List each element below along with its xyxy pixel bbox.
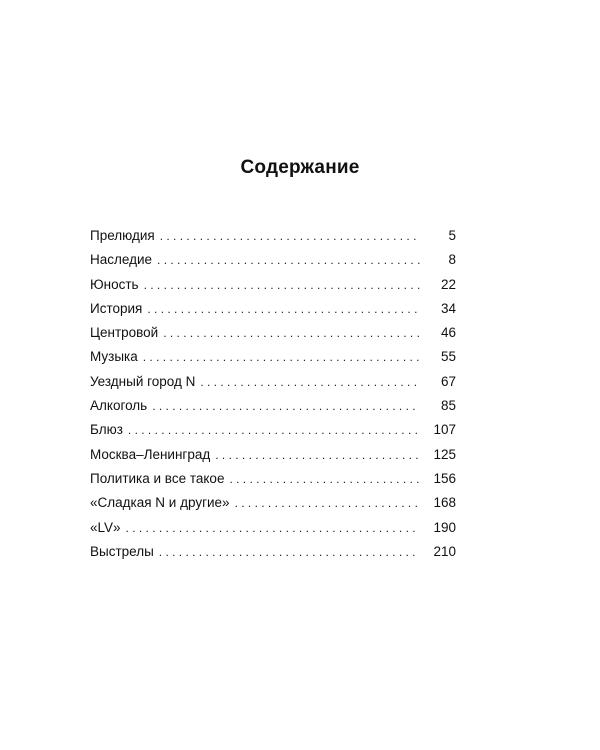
- toc-entry: [90, 394, 456, 418]
- toc-entry-title: Выстрелы: [90, 543, 154, 559]
- toc-entry-page: 5: [448, 228, 456, 243]
- dot-leader: [144, 297, 420, 321]
- dot-leader: [141, 273, 420, 297]
- dot-leader: [149, 394, 420, 418]
- toc-entry-title: «Сладкая N и другие»: [90, 495, 230, 511]
- dot-leader: [157, 224, 420, 248]
- table-of-contents: [90, 224, 456, 564]
- toc-entry-page: 46: [440, 325, 456, 341]
- toc-entry-page: 55: [440, 349, 456, 365]
- toc-entry: [90, 516, 456, 540]
- toc-entry: [90, 224, 456, 248]
- dot-leader: [226, 467, 420, 491]
- toc-entry-page: 190: [433, 519, 456, 535]
- toc-entry-page: 168: [433, 495, 456, 511]
- toc-entry-page: 8: [448, 252, 456, 268]
- toc-entry-title: «LV»: [90, 519, 121, 535]
- toc-entry: [90, 297, 456, 321]
- toc-entry-page: 156: [433, 470, 456, 486]
- dot-leader: [232, 491, 420, 515]
- toc-entry-title: Юность: [90, 276, 139, 292]
- toc-entry-title: Наследие: [90, 252, 153, 268]
- toc-entry-title: Политика и все такое: [90, 470, 225, 486]
- toc-entry-title: Алкоголь: [90, 398, 148, 414]
- toc-entry: [90, 491, 456, 515]
- toc-entry-title: Центровой: [90, 325, 159, 341]
- dot-leader: [160, 321, 420, 345]
- dot-leader: [123, 516, 420, 540]
- toc-entry: [90, 467, 456, 491]
- dot-leader: [125, 418, 420, 442]
- toc-entry-title: Москва–Ленинград: [90, 446, 211, 462]
- toc-entry-title: Музыка: [90, 349, 138, 365]
- toc-entry-title: Прелюдия: [90, 228, 155, 243]
- dot-leader: [156, 540, 420, 564]
- toc-entry-page: 67: [440, 373, 456, 389]
- toc-entry: [90, 345, 456, 369]
- dot-leader: [212, 443, 420, 467]
- dot-leader: [197, 370, 420, 394]
- toc-entry: [90, 248, 456, 272]
- toc-entry-page: 34: [440, 300, 456, 316]
- toc-entry-title: Уездный город N: [90, 373, 196, 389]
- toc-entry-page: 85: [440, 398, 456, 414]
- toc-entry: [90, 370, 456, 394]
- toc-entry: [90, 443, 456, 467]
- dot-leader: [140, 345, 420, 369]
- toc-entry-title: Блюз: [90, 422, 123, 438]
- toc-entry: [90, 540, 456, 564]
- toc-entry-page: 22: [440, 276, 456, 292]
- toc-entry-page: 210: [433, 543, 456, 559]
- toc-entry: [90, 321, 456, 345]
- toc-entry: [90, 273, 456, 297]
- page-title: Содержание: [240, 157, 360, 178]
- dot-leader: [154, 248, 420, 272]
- toc-entry-title: История: [90, 300, 143, 316]
- toc-entry-page: 125: [433, 446, 456, 462]
- toc-entry-page: 107: [433, 422, 456, 438]
- toc-entry: [90, 418, 456, 442]
